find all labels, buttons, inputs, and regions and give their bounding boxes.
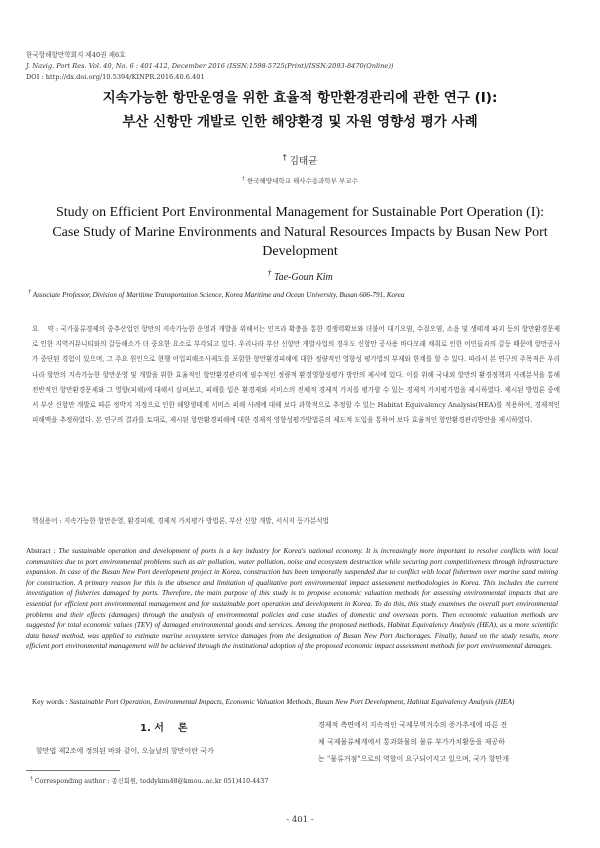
korean-abstract xyxy=(32,322,560,428)
corresponding-author-footnote xyxy=(30,776,268,785)
footnote-divider xyxy=(26,770,120,771)
english-abstract xyxy=(26,546,558,652)
journal-korean-name: 한국항해항만학회지 제40권 제6호 xyxy=(26,51,126,59)
korean-title-line2: 부산 신항만 개발로 인한 해양환경 및 자원 영향성 평가 사례 xyxy=(122,114,478,130)
english-affiliation: Associate Professor, Division of Maritime Transportation Science, Korea Maritime and Ocean University, Busan 606-791, Korea xyxy=(32,291,405,299)
dagger-mark: † xyxy=(282,152,287,162)
english-abstract-text: The sustainable operation and development of ports is a key industry for Korea's national economy. It is increasingly more important to resolve conflicts with local communities due to port environmental problems such as air pollution, water pollution, noise and ecosystem destruction while securing port competitiveness through infrastructure expansion. In case of the Busan New Port development project in Korea, construction has been temporally suspended due to conflict with local fishermen over marine sand mining for construction. A primary reason for this is the absence and limitation of qualitative port environmental impact assessment methodologies in Korea. This includes the current investigation of fisheries damaged by ports. Therefore, the main purpose of this study is to propose economic valuation methods for assessing environmental impacts that are essential for efficient port environmental management and for sustainable port operation and development in Korea. To do this, this study examines the overall port environmental problems and their effects (damages) through the analysis of environmental policies and case studies of domestic and overseas ports. Then economic valuation methods are suggested for total economic values (TEV) of damaged environmental goods and services. Among the proposed methods, Habitat Equivalency Analysis (HEA), as a more scientific data based method, was applied to estimate marine ecosystem service damages from the designation of Busan New Port Anchorages. Finally, based on the study results, more efficient port environmental management will be achieved through the institutional adoption of the proposed economic impact assessment methods for port environmental damages. xyxy=(26,546,558,651)
english-title: Study on Efficient Port Environmental Management for Sustainable Port Operation (I): Case Study of Marine Environments and Natural Resources Impacts by Busan New Port Development xyxy=(52,205,548,259)
dagger-mark: † xyxy=(30,775,33,782)
dagger-mark: † xyxy=(242,175,245,182)
korean-keywords-text: 지속가능한 항만운영, 환경피해, 경제적 가치평가 방법론, 부산 신항 개발, 서식지 등가분석법 xyxy=(63,517,329,525)
section-heading-introduction: 1. 서 론 xyxy=(140,723,188,734)
body-text-left-column: 항만법 제2조에 정의된 바와 같이, 오늘날의 항만이란 국가 xyxy=(36,747,214,755)
journal-header xyxy=(26,50,393,83)
english-keywords xyxy=(32,697,560,708)
english-keywords-label: Key words : xyxy=(32,697,70,706)
body-text-right-column xyxy=(318,717,570,768)
dagger-mark: † xyxy=(267,267,272,278)
body-line: 경제적 측면에서 지속적인 국제무역거수의 증가추세에 따른 전 xyxy=(318,721,508,729)
doi-link[interactable]: DOI : http://dx.doi.org/10.5394/KINPR.2016.40.6.401 xyxy=(26,73,205,81)
body-line: 는 "물류거점"으로의 역할이 요구되어지고 있으며, 국가 항만개 xyxy=(318,755,510,763)
english-author-line xyxy=(0,267,600,283)
dagger-mark: † xyxy=(28,289,32,296)
english-author: Tae-Goun Kim xyxy=(273,272,333,283)
korean-abstract-text: 국가물류경제의 중추산업인 항만의 지속가능한 운영과 개발을 위해서는 인프라 확충을 통한 경쟁력확보와 더불어 대기오염, 수질오염, 소음 및 생태계 파괴 등의 항만환경문제로 인한 지역커뮤니티와의 갈등해소가 더 중요한 요소로 부각되고 있다. 우리나라 부산 신항만 개발사업의 경우도 신항만 공사용 바다모래 채취로 인한 어민들과의 갈등 때문에 항만공사가 중단된 경험이 있으며, 그 주요 원인으로 현행 어업피해조사제도를 포함한 항만환경피해에 대한 정량적인 영향성 평가법의 부재와 한계를 할 수 있다. 따라서 본 연구의 주목적은 우리나라 항만의 지속가능한 항만운영 및 개발을 위한 효율적인 항만환경관리에 필수적인 정량적 환경영향성평가 방안의 제시에 있다. 이를 위해 국내외 항만의 환경정책과 사례분석을 통해 전반적인 항만환경문제와 그 영향(피해)에 대해서 살펴보고, 피해를 입은 환경재와 서비스의 전체적 경제적 가치를 평가할 수 있는 경제적 가치평가법을 제시하였다. 제시된 방법론 중에서 부산 신항만 개발로 따른 정박지 지정으로 인한 해양생태계 서비스 피해 사례에 대해 보다 과학적으로 추정할 수 있는 Habitat Equivalency Analysis(HEA)를 적용하여, 경제적인 피해액을 추정하였다. 본 연구의 결과를 토대로, 제시된 항만환경피해에 대한 경제적 영향성평가방법론의 제도적 도입을 통하여 보다 효율적인 항만환경관리방안을 제시하였다. xyxy=(32,325,560,425)
english-affiliation-line xyxy=(28,291,588,299)
footnote-text: Corresponding author : 종신회원, teddykim48@kmou..ac.kr 051)410-4437 xyxy=(34,778,269,785)
korean-title-line1: 지속가능한 항만운영을 위한 효율적 항만환경관리에 관한 연구 (I): xyxy=(102,90,498,106)
english-abstract-label: Abstract : xyxy=(26,546,59,555)
korean-keywords-label: 핵심용어 : xyxy=(32,517,64,525)
korean-author-line xyxy=(0,153,600,167)
english-keywords-text: Sustainable Port Operation, Environmental Impacts, Economic Valuation Methods, Busan New Port Development, Habitat Equivalency Analysis (HEA) xyxy=(69,697,515,706)
body-line: 체 국제물류체계에서 통과화물의 물류 부가가치활동을 제공하 xyxy=(318,738,505,746)
page-number: - 401 - xyxy=(286,815,314,825)
korean-author: 김태균 xyxy=(289,156,318,167)
korean-affiliation: 한국해양대학교 해사수송과학부 부교수 xyxy=(246,177,358,185)
korean-title xyxy=(0,86,600,134)
korean-abstract-label: 요 약 : xyxy=(32,325,61,333)
korean-affiliation-line xyxy=(0,176,600,185)
korean-keywords xyxy=(32,515,560,525)
journal-citation: J. Navig. Port Res. Vol. 40, No. 6 : 401-412, December 2016 (ISSN:1598-5725(Print)/ISSN:2093-8470(Online)) xyxy=(26,62,394,70)
